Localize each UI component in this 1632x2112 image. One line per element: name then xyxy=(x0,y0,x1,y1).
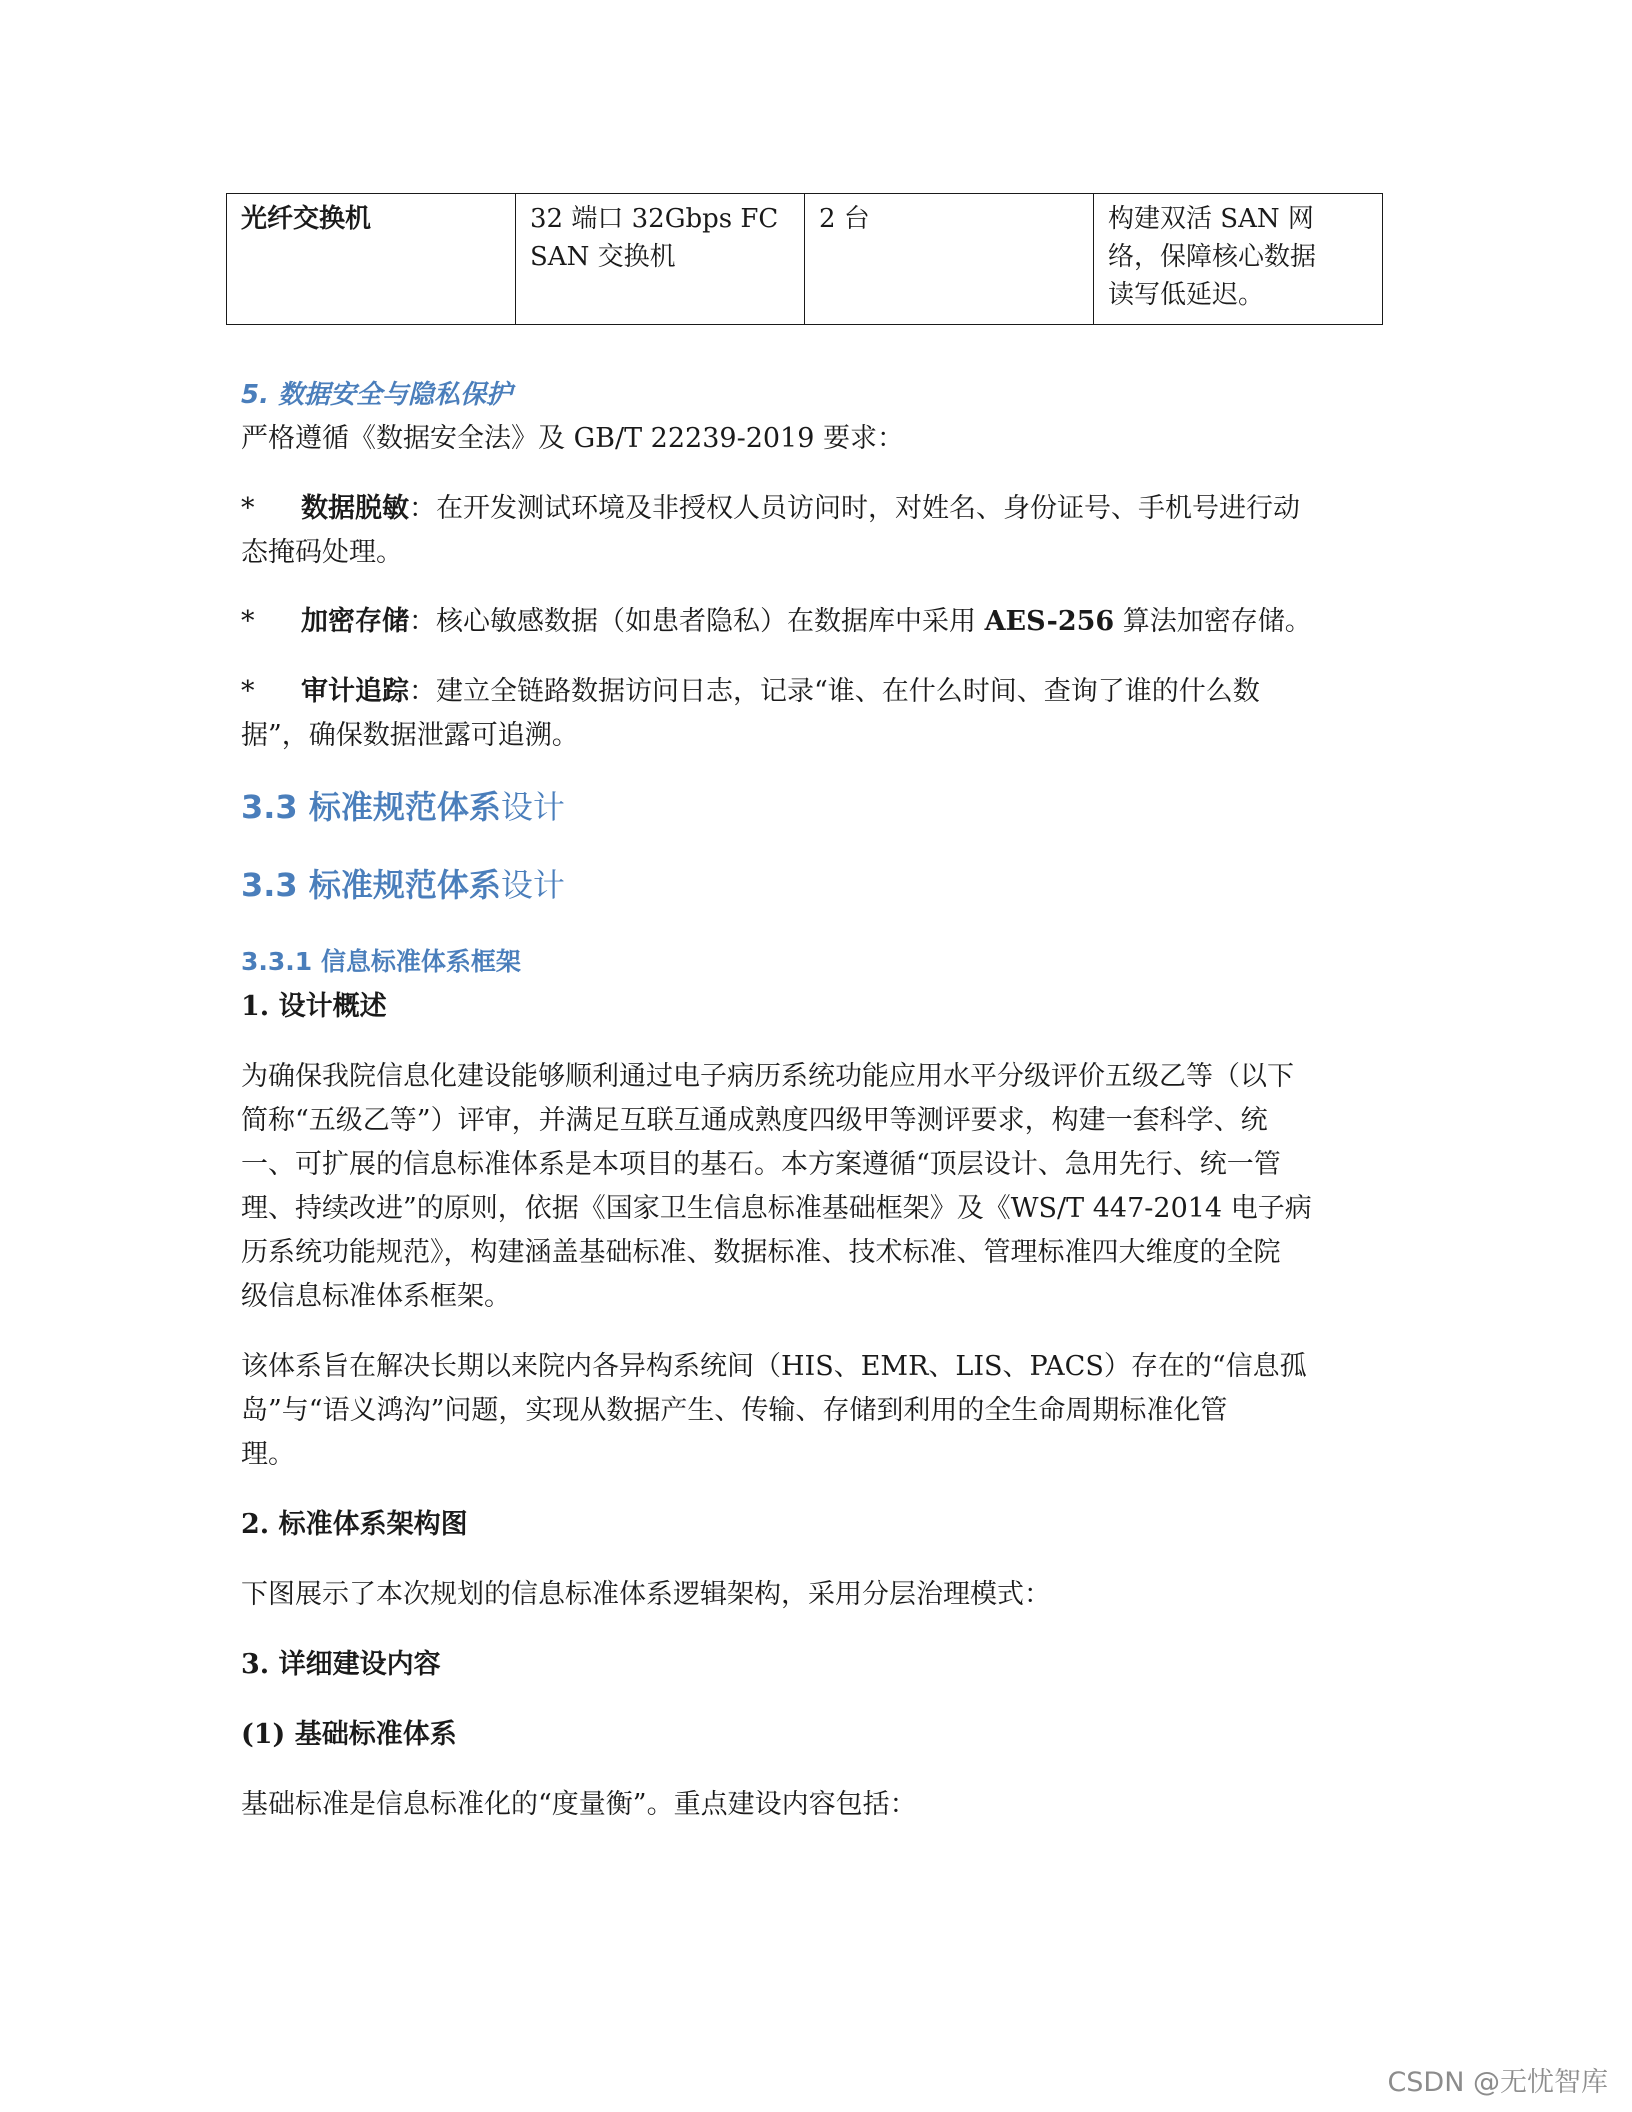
paragraph-line: 一、可扩展的信息标准体系是本项目的基石。本方案遵循“顶层设计、急用先行、统一管 xyxy=(241,1149,1281,1180)
overview-paragraph-1 xyxy=(241,1055,1391,1319)
watermark: CSDN @无忧智库 xyxy=(1387,2067,1608,2098)
item-text-cont: 态掩码处理。 xyxy=(241,537,403,568)
section-number: 3.3 xyxy=(241,866,309,904)
paragraph-line: 为确保我院信息化建设能够顺利通过电子病历系统功能应用水平分级评价五级乙等（以下 xyxy=(241,1061,1294,1092)
device-desc-cell xyxy=(1094,194,1383,325)
subsection-heading: 3.3.1 信息标准体系框架 xyxy=(241,947,521,976)
bullet-star: * xyxy=(241,606,255,637)
overview-paragraph-2 xyxy=(241,1345,1391,1477)
item-text: ：在开发测试环境及非授权人员访问时，对姓名、身份证号、手机号进行动 xyxy=(409,493,1300,524)
detail-heading: 3. 详细建设内容 xyxy=(241,1649,441,1680)
device-name: 光纤交换机 xyxy=(241,204,372,234)
paragraph-line: 该体系旨在解决长期以来院内各异构系统间（HIS、EMR、LIS、PACS）存在的“信息孤 xyxy=(241,1351,1307,1382)
device-spec-line: 32 端口 32Gbps FC xyxy=(530,204,779,234)
security-item-audit xyxy=(241,670,1391,758)
section-heading xyxy=(241,863,1391,907)
device-name-cell xyxy=(227,194,516,325)
paragraph-line: 岛”与“语义鸿沟”问题，实现从数据产生、传输、存储到利用的全生命周期标准化管 xyxy=(241,1395,1228,1426)
device-desc-line: 构建双活 SAN 网 xyxy=(1108,204,1314,234)
section-title-rest: 设计 xyxy=(500,866,565,904)
section-title-bold: 标准规范体系 xyxy=(308,866,501,904)
item-text-bold: AES-256 xyxy=(984,606,1115,637)
detail-text: 基础标准是信息标准化的“度量衡”。重点建设内容包括： xyxy=(241,1789,917,1820)
device-desc-line: 读写低延迟。 xyxy=(1108,280,1265,310)
section-title-bold: 标准规范体系 xyxy=(308,788,501,826)
section-heading xyxy=(241,785,1391,829)
device-spec-cell xyxy=(516,194,805,325)
security-intro: 严格遵循《数据安全法》及 GB/T 22239-2019 要求： xyxy=(241,423,904,454)
detail-subheading: (1) 基础标准体系 xyxy=(241,1719,457,1750)
item-label: 数据脱敏 xyxy=(301,493,409,524)
item-text: ：建立全链路数据访问日志，记录“谁、在什么时间、查询了谁的什么数 xyxy=(409,676,1260,707)
paragraph-line: 理。 xyxy=(241,1439,295,1470)
item-text: ：核心敏感数据（如患者隐私）在数据库中采用 xyxy=(409,606,985,637)
section-title-rest: 设计 xyxy=(500,788,565,826)
item-label: 加密存储 xyxy=(301,606,409,637)
item-text-cont: 据”，确保数据泄露可追溯。 xyxy=(241,720,579,751)
device-spec-line: SAN 交换机 xyxy=(530,242,676,272)
table-row xyxy=(227,194,1383,325)
security-item-masking xyxy=(241,487,1391,575)
overview-heading: 1. 设计概述 xyxy=(241,991,387,1022)
item-label: 审计追踪 xyxy=(301,676,409,707)
bullet-star: * xyxy=(241,676,255,707)
paragraph-line: 简称“五级乙等”）评审，并满足互联互通成熟度四级甲等测评要求，构建一套科学、统 xyxy=(241,1105,1268,1136)
paragraph-line: 级信息标准体系框架。 xyxy=(241,1281,511,1312)
device-qty: 2 台 xyxy=(819,204,870,234)
device-desc-line: 络，保障核心数据 xyxy=(1108,242,1317,272)
section-number: 3.3 xyxy=(241,788,309,826)
paragraph-line: 历系统功能规范》，构建涵盖基础标准、数据标准、技术标准、管理标准四大维度的全院 xyxy=(241,1237,1281,1268)
hardware-table xyxy=(226,193,1383,325)
security-heading: 5. 数据安全与隐私保护 xyxy=(241,380,513,410)
device-qty-cell xyxy=(805,194,1094,325)
item-text: 算法加密存储。 xyxy=(1114,606,1312,637)
architecture-heading: 2. 标准体系架构图 xyxy=(241,1509,468,1540)
bullet-star: * xyxy=(241,493,255,524)
architecture-text: 下图展示了本次规划的信息标准体系逻辑架构，采用分层治理模式： xyxy=(241,1579,1051,1610)
security-item-encryption xyxy=(241,600,1391,644)
paragraph-line: 理、持续改进”的原则，依据《国家卫生信息标准基础框架》及《WS/T 447-2014 电子病 xyxy=(241,1193,1312,1224)
